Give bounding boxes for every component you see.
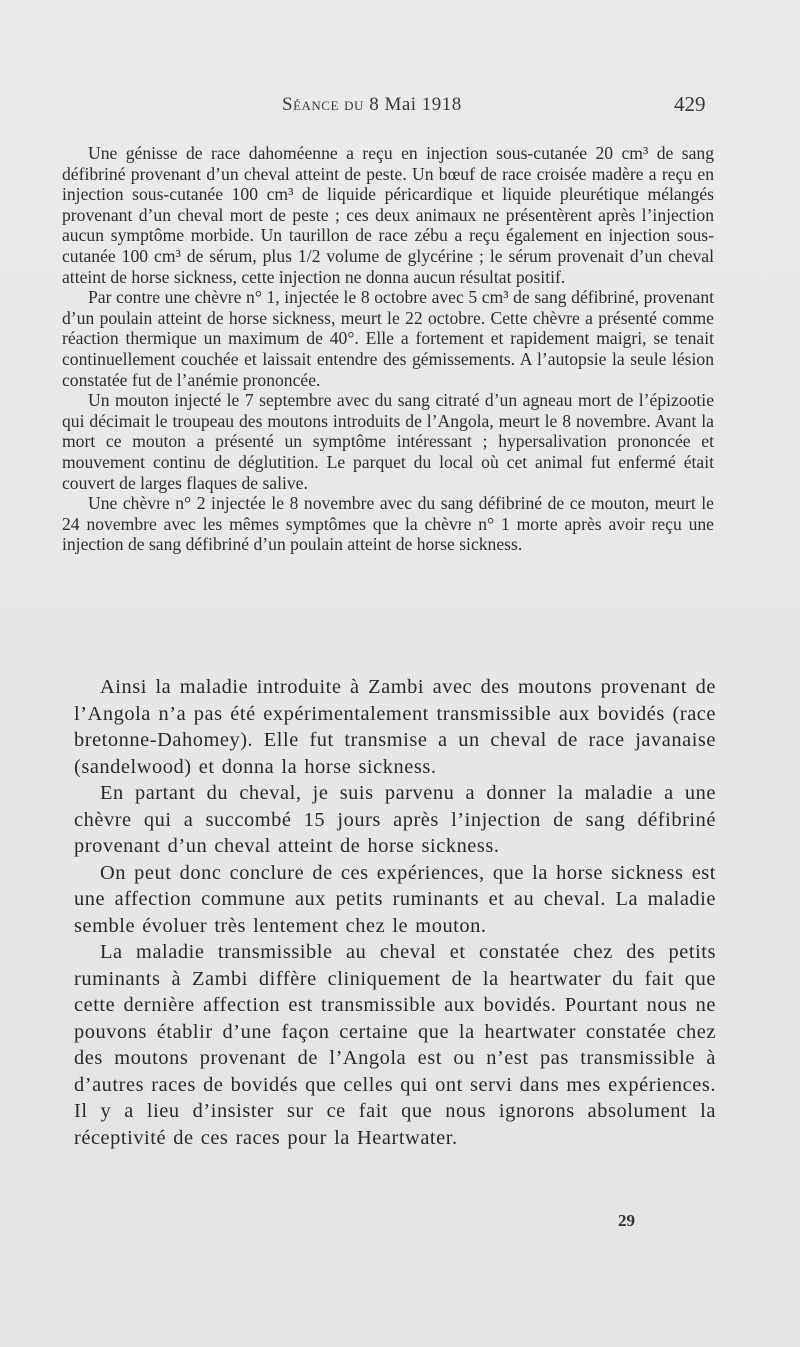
paragraph: Une chèvre n° 2 injectée le 8 novembre avec du sang défibriné de ce mouton, meurt le 24 novembre avec les mêmes symptômes que la chèvre n° 1 morte après avoir reçu une injection de sang défibriné d’un poulain atteint de horse sickness. (62, 493, 714, 555)
experiment-notes (62, 143, 714, 555)
conclusion-text (74, 674, 716, 1151)
paragraph: Par contre une chèvre n° 1, injectée le 8 octobre avec 5 cm³ de sang défibriné, provenant d’un poulain atteint de horse sickness, meurt le 22 octobre. Cette chèvre a présenté comme réaction thermique un maximum de 40°. Elle a fortement et rapidement maigri, se tenait continuellement couchée et laissait entendre des gémissements. A l’autopsie la seule lésion constatée fut de l’anémie prononcée. (62, 287, 714, 390)
running-head-date: 8 Mai 1918 (369, 94, 462, 115)
paragraph: En partant du cheval, je suis parvenu a donner la maladie a une chèvre qui a succombé 15 jours après l’injection de sang défibriné provenant d’un cheval atteint de horse sickness. (74, 782, 716, 857)
running-head-prefix: Séance du (282, 94, 370, 115)
paragraph: Un mouton injecté le 7 septembre avec du sang citraté d’un agneau mort de l’épizootie qui décimait le troupeau des moutons introduits de l’Angola, meurt le 8 novembre. Avant la mort ce mouton a présenté un symptôme intéressant ; hypersalivation prononcée et mouvement continu de déglutition. Le parquet du local où cet animal fut enfermé était couvert de larges flaques de salive. (62, 390, 714, 493)
paragraph: La maladie transmissible au cheval et constatée chez des petits ruminants à Zambi diffère cliniquement de la heartwater du fait que cette dernière affection est transmissible aux bovidés. Pourtant nous ne pouvons établir d’une façon certaine que la heartwater constatée chez des moutons provenant de l’Angola est ou n’est pas transmissible à d’autres races de bovidés que celles qui ont servi dans mes expériences. Il y a lieu d’insister sur ce fait que nous ignorons absolument la réceptivité de ces races pour la Heartwater. (74, 941, 716, 1149)
paragraph: Ainsi la maladie introduite à Zambi avec des moutons provenant de l’Angola n’a pas été expérimentalement transmissible aux bovidés (race bretonne-Dahomey). Elle fut transmise a un cheval de race javanaise (sandelwood) et donna la horse sickness. (74, 676, 716, 778)
running-head (282, 94, 462, 116)
page-number: 429 (674, 92, 706, 116)
paragraph: Une génisse de race dahoméenne a reçu en injection sous-cutanée 20 cm³ de sang défibriné provenant d’un cheval atteint de peste. Un bœuf de race croisée madère a reçu en injection sous-cutanée 100 cm³ de liquide péricardique et liquide pleurétique mélangés provenant d’un cheval mort de peste ; ces deux animaux ne présentèrent après l’injection aucun symptôme morbide. Un taurillon de race zébu a reçu également en injection sous-cutanée 100 cm³ de sérum, plus 1/2 volume de glycérine ; le sérum provenait d’un cheval atteint de horse sickness, cette injection ne donna aucun résultat positif. (62, 143, 714, 287)
paragraph: On peut donc conclure de ces expériences, que la horse sickness est une affection commune aux petits ruminants et au cheval. La maladie semble évoluer très lentement chez le mouton. (74, 861, 716, 937)
signature-mark: 29 (618, 1211, 635, 1230)
